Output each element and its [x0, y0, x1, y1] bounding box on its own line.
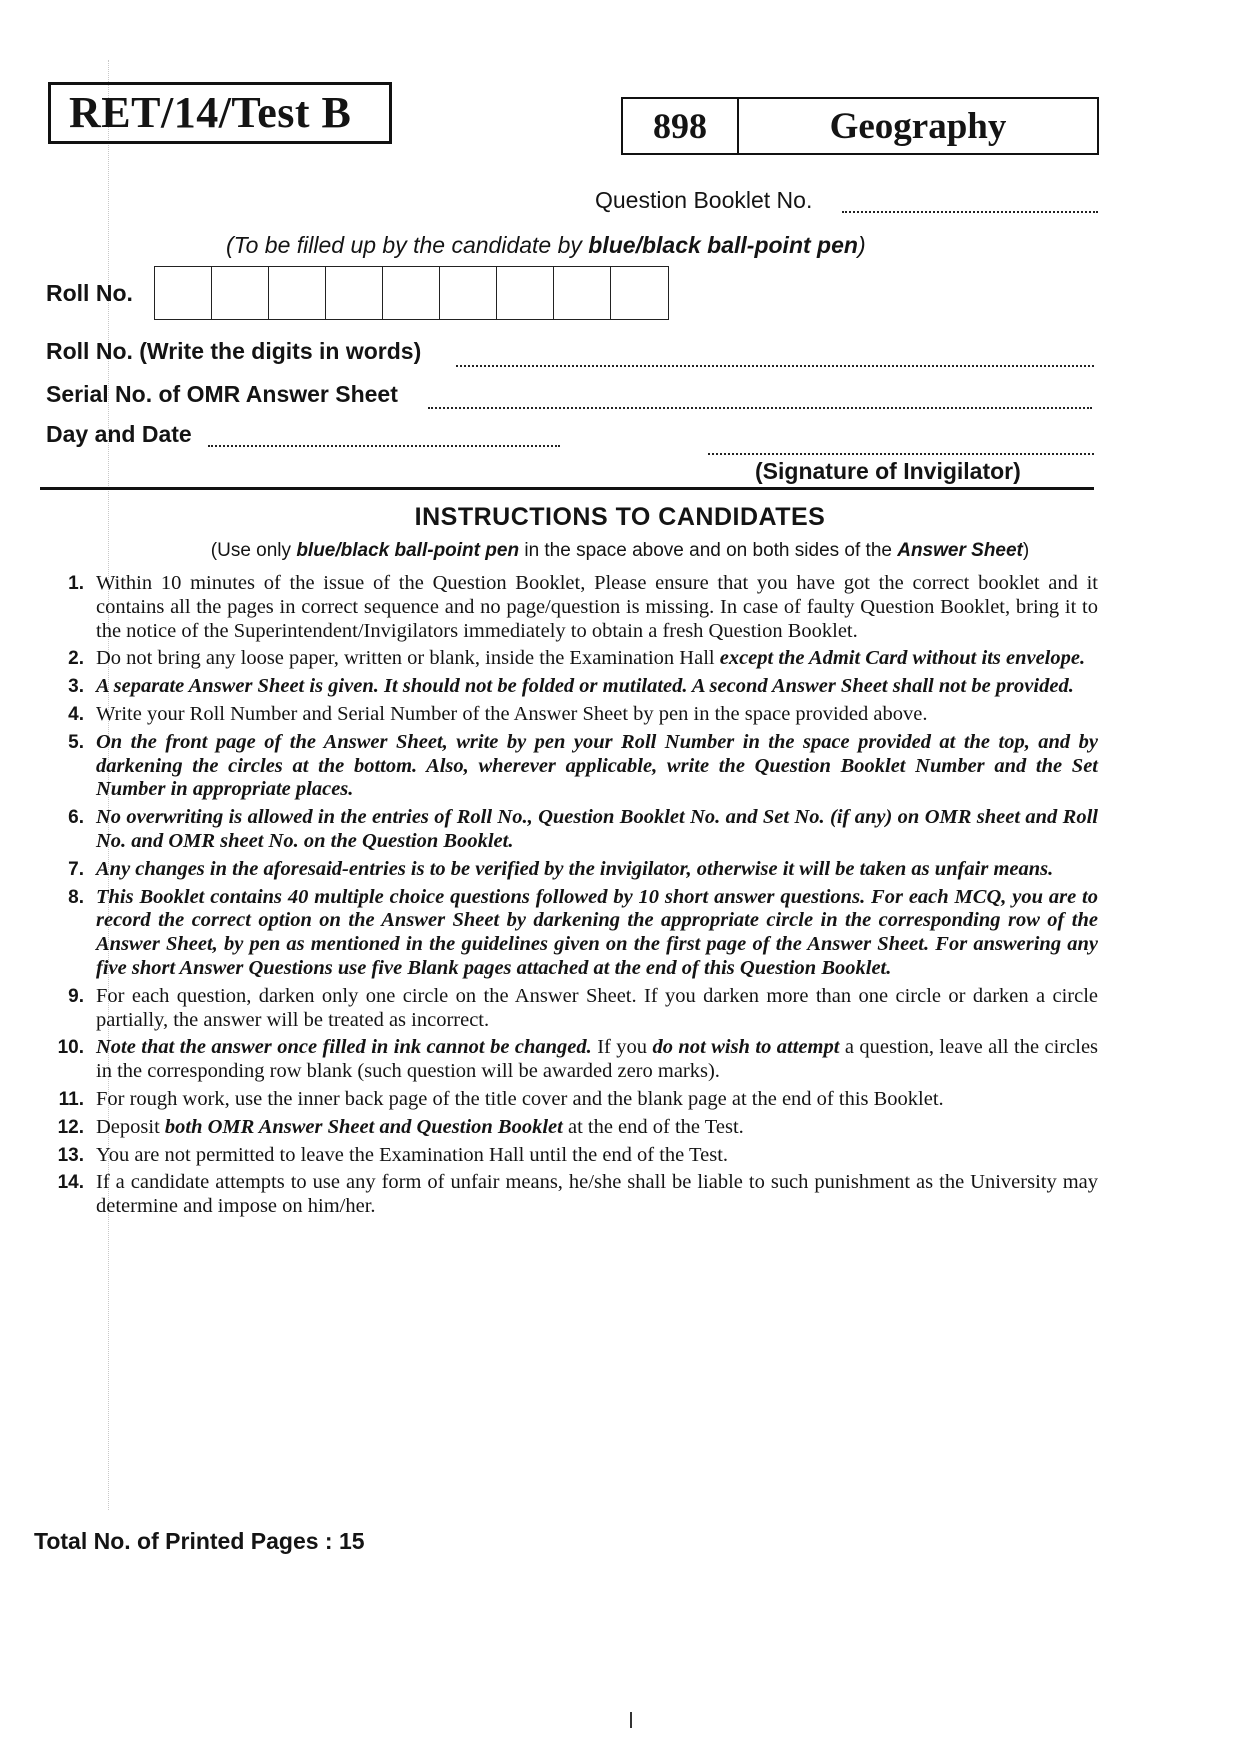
instruction-number: 11.	[58, 1088, 84, 1110]
instruction-emphasis: do not wish to attempt	[652, 1036, 840, 1059]
subtitle-emph: blue/black ball-point pen	[296, 540, 520, 561]
instruction-plain: Do not bring any loose paper, written or blank, inside the Examination Hall	[96, 647, 720, 670]
instructions-subtitle	[0, 540, 1240, 562]
instruction-text	[96, 886, 1098, 981]
instruction-number: 8.	[68, 886, 84, 908]
instruction-plain: If a candidate attempts to use any form of unfair means, he/she shall be liable to such punishment as the University may determine and impose on him/her.	[96, 1171, 1098, 1218]
day-date-label: Day and Date	[46, 421, 192, 447]
subtitle-part: )	[1022, 540, 1030, 561]
instruction-plain: For each question, darken only one circle on the Answer Sheet. If you darken more than one circle or darken a circle partially, the answer will be treated as incorrect.	[96, 984, 1098, 1031]
instruction-text	[96, 731, 1098, 802]
instruction-emphasis: Note that the answer once filled in ink cannot be changed.	[96, 1036, 592, 1059]
roll-no-digit-box[interactable]	[269, 267, 326, 319]
instruction-text	[96, 858, 1098, 882]
instruction-text	[96, 985, 1098, 1033]
instruction-number: 4.	[68, 703, 84, 725]
instruction-emphasis: Any changes in the aforesaid-entries is to be verified by the invigilator, otherwise it will be taken as unfair means.	[96, 857, 1054, 880]
instruction-emphasis: This Booklet contains 40 multiple choice questions followed by 10 short answer questions. For each MCQ, you are to record the correct option on the Answer Sheet by darkening the appropriate circle in the corresponding row of the Answer Sheet, by pen as mentioned in the guidelines given on the first page of the Answer Sheet. For answering any five short Answer Questions use five Blank pages attached at the end of this Question Booklet.	[96, 885, 1098, 979]
signature-label: (Signature of Invigilator)	[755, 458, 1021, 484]
instruction-plain: Within 10 minutes of the issue of the Question Booklet, Please ensure that you have got the correct booklet and it contains all the pages in correct sequence and no page/question is missing. In case of faulty Question Booklet, bring it to the notice of the Superintendent/Invigilators immediately to obtain a fresh Question Booklet.	[96, 572, 1098, 642]
instruction-number: 2.	[68, 648, 84, 670]
instruction-item	[34, 1116, 1098, 1140]
instruction-number: 1.	[68, 573, 84, 594]
signature-field[interactable]	[708, 453, 1094, 455]
instruction-text	[96, 647, 1098, 671]
exam-code: RET/14/Test B	[69, 88, 352, 137]
subtitle-part: in the space above and on both sides of the	[519, 540, 898, 561]
instruction-text	[96, 1171, 1098, 1219]
instruction-emphasis: both OMR Answer Sheet and Question Booklet	[164, 1115, 563, 1138]
omr-serial-field[interactable]	[428, 407, 1092, 409]
instruction-item	[34, 731, 1098, 802]
instruction-item	[34, 886, 1098, 981]
instruction-item	[34, 858, 1098, 882]
roll-no-digit-box[interactable]	[440, 267, 497, 319]
instruction-number: 14.	[57, 1172, 84, 1194]
subtitle-emph: Answer Sheet	[897, 540, 1023, 561]
instruction-item	[34, 675, 1098, 699]
subject-name: Geography	[829, 106, 1007, 147]
instruction-text	[96, 572, 1098, 643]
instruction-plain: a question, leave all the circles in the corresponding row blank (such question will be awarded zero marks).	[96, 1036, 1099, 1083]
instruction-text	[96, 1036, 1098, 1084]
total-pages: Total No. of Printed Pages : 15	[34, 1528, 365, 1554]
instruction-plain: If you	[591, 1036, 653, 1059]
instruction-emphasis: A separate Answer Sheet is given. It should not be folded or mutilated. A second Answer Sheet shall not be provided.	[96, 675, 1074, 698]
instruction-number: 13.	[57, 1144, 84, 1166]
roll-no-digit-box[interactable]	[383, 267, 440, 319]
instruction-item	[34, 806, 1098, 854]
instruction-item	[34, 1088, 1098, 1112]
instruction-text	[96, 703, 1098, 727]
divider	[40, 487, 1094, 490]
instruction-item	[34, 703, 1098, 727]
roll-no-digit-box[interactable]	[155, 267, 212, 319]
instruction-text	[96, 675, 1098, 699]
roll-no-boxes	[154, 266, 669, 320]
page-number-mark	[630, 1712, 632, 1728]
subtitle-part: (Use only	[210, 540, 297, 561]
roll-words-field[interactable]	[456, 365, 1094, 367]
instruction-number: 12.	[57, 1116, 84, 1138]
exam-code-box	[48, 82, 392, 144]
instruction-item	[34, 1036, 1098, 1084]
instruction-plain: Deposit	[96, 1115, 165, 1138]
instruction-emphasis: No overwriting is allowed in the entries of Roll No., Question Booklet No. and Set No. (if any) on OMR sheet and Roll No. and OMR sheet No. on the Question Booklet.	[96, 806, 1098, 852]
instruction-number: 3.	[68, 676, 84, 698]
instruction-item	[34, 647, 1098, 671]
instruction-number: 6.	[68, 807, 84, 829]
roll-no-digit-box[interactable]	[497, 267, 554, 319]
instruction-item	[34, 572, 1098, 643]
instruction-plain: For rough work, use the inner back page of the title cover and the blank page at the end of this Booklet.	[96, 1087, 944, 1110]
instruction-item	[34, 1144, 1098, 1168]
instruction-item	[34, 985, 1098, 1033]
instruction-text	[96, 1144, 1098, 1168]
instruction-plain: Write your Roll Number and Serial Number of the Answer Sheet by pen in the space provided above.	[96, 702, 928, 725]
roll-no-digit-box[interactable]	[212, 267, 269, 319]
roll-no-digit-box[interactable]	[611, 267, 668, 319]
instruction-plain: You are not permitted to leave the Examination Hall until the end of the Test.	[96, 1143, 729, 1166]
instruction-plain: at the end of the Test.	[562, 1115, 744, 1138]
instruction-emphasis: except the Admit Card without its envelope.	[719, 647, 1086, 670]
booklet-no-label: Question Booklet No.	[595, 187, 813, 213]
subject-code: 898	[623, 99, 739, 153]
subject-box	[621, 97, 1099, 155]
fill-note	[226, 232, 866, 259]
omr-serial-label: Serial No. of OMR Answer Sheet	[46, 381, 398, 407]
instruction-number: 9.	[68, 985, 84, 1007]
roll-no-label: Roll No.	[46, 280, 133, 306]
instruction-item	[34, 1171, 1098, 1219]
fill-note-emph: blue/black ball-point pen	[588, 232, 858, 258]
instruction-number: 7.	[68, 858, 84, 880]
instructions-title: INSTRUCTIONS TO CANDIDATES	[414, 503, 826, 531]
instruction-number: 10.	[57, 1037, 84, 1059]
roll-words-label: Roll No. (Write the digits in words)	[46, 338, 422, 364]
booklet-no-field[interactable]	[842, 211, 1098, 213]
instruction-text	[96, 1116, 1098, 1140]
instruction-text	[96, 1088, 1098, 1112]
roll-no-digit-box[interactable]	[554, 267, 611, 319]
fill-note-suffix: )	[857, 232, 866, 258]
fill-note-prefix: (To be filled up by the candidate by	[226, 232, 589, 258]
instructions-list	[34, 572, 1098, 1223]
instruction-text	[96, 806, 1098, 854]
instruction-emphasis: On the front page of the Answer Sheet, write by pen your Roll Number in the space provided at the top, and by darkening the circles at the bottom. Also, wherever applicable, write the Question Booklet Number and the Set Number in appropriate places.	[96, 730, 1098, 801]
day-date-field[interactable]	[208, 445, 560, 447]
roll-no-digit-box[interactable]	[326, 267, 383, 319]
instruction-number: 5.	[68, 731, 84, 753]
